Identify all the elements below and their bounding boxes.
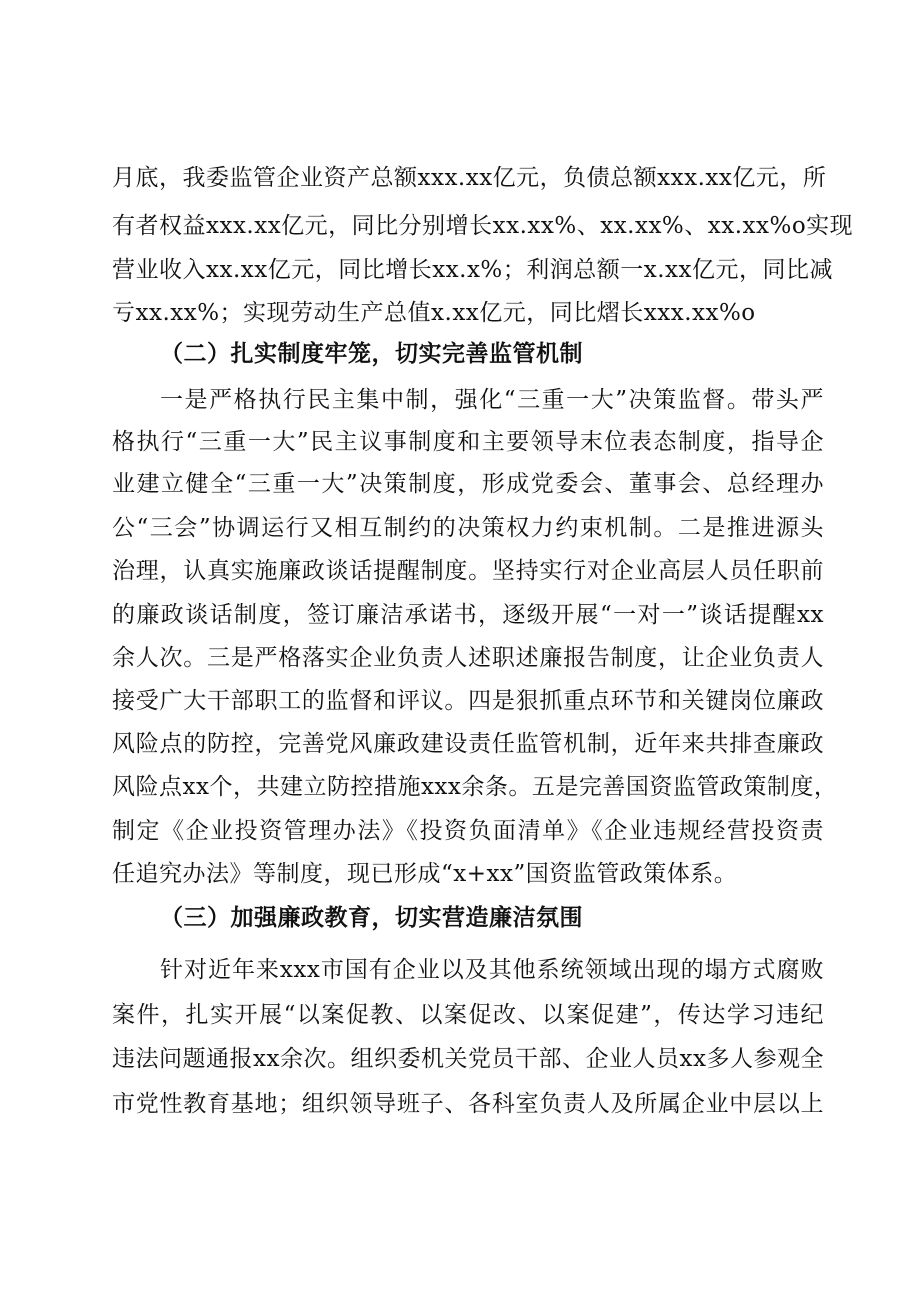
section-heading: （三）加强廉政教育，切实营造廉洁氛围 <box>160 904 583 931</box>
paragraph-line: 任追究办法》等制度，现已形成“x+xx”国资监管政策体系。 <box>112 861 738 887</box>
paragraph-line: 制定《企业投资管理办法》《投资负面清单》《企业违规经营投资责 <box>112 818 824 844</box>
paragraph-line: 余人次。三是严格落实企业负责人述职述廉报告制度，让企业负责人 <box>112 645 824 671</box>
paragraph-line: 的廉政谈话制度，签订廉洁承诺书，逐级开展“一对一”谈话提醒xx <box>112 602 824 628</box>
paragraph-line: 风险点xx个，共建立防控措施xxx余条。五是完善国资监管政策制度， <box>112 774 838 800</box>
paragraph-line: 接受广大干部职工的监督和评议。四是狠抓重点环节和关键岗位廉政 <box>112 688 824 714</box>
paragraph-line: 业建立健全“三重一大”决策制度，形成党委会、董事会、总经理办 <box>112 471 824 497</box>
paragraph-line: 风险点的防控，完善党风廉政建设责任监管机制，近年来共排查廉政 <box>112 731 824 757</box>
paragraph-line: 格执行“三重一大”民主议事制度和主要领导末位表态制度，指导企 <box>112 429 824 455</box>
paragraph-line: 案件，扎实开展“以案促教、以案促改、以案促建”，传达学习违纪 <box>112 1002 824 1028</box>
paragraph-line: 违法问题通报xx余次。组织委机关党员干部、企业人员xx多人参观全 <box>112 1046 824 1072</box>
paragraph-line: 有者权益xxx.xx亿元，同比分别增长xx.xx%、xx.xx%、xx.xx%o实现 <box>112 213 854 239</box>
paragraph-line: 公“三会”协调运行又相互制约的决策权力约束机制。二是推进源头 <box>112 515 824 541</box>
paragraph-line: 月底，我委监管企业资产总额xxx.xx亿元，负债总额xxx.xx亿元，所 <box>112 165 827 191</box>
paragraph-line: 针对近年来xxx市国有企业以及其他系统领域出现的塌方式腐败 <box>160 957 824 983</box>
section-heading: （二）扎实制度牢笼，切实完善监管机制 <box>160 340 583 367</box>
paragraph-line: 市党性教育基地；组织领导班子、各科室负责人及所属企业中层以上 <box>112 1091 824 1117</box>
paragraph-line: 一是严格执行民主集中制，强化“三重一大”决策监督。带头严 <box>160 387 824 413</box>
paragraph-line: 治理，认真实施廉政谈话提醒制度。坚持实行对企业高层人员任职前 <box>112 558 824 584</box>
paragraph-line: 营业收入xx.xx亿元，同比增长xx.x%；利润总额一x.xx亿元，同比减 <box>112 257 833 283</box>
paragraph-line: 亏xx.xx%；实现劳动生产总值x.xx亿元，同比熠长xxx.xx%o <box>112 300 756 326</box>
